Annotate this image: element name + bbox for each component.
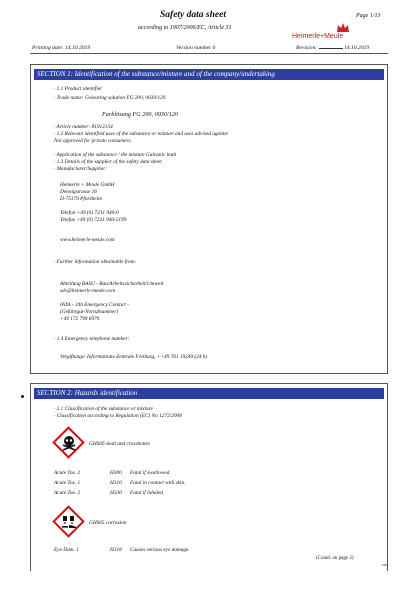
hazard-row-4-code: H318 [110, 547, 122, 553]
iata-contact: IATA - 24h Emergency Contact - [60, 302, 129, 308]
supplier-details: · 1.3 Details of the supplier of the safety data sheet [54, 159, 162, 165]
trade-name: · Trade name: Colouring solution FG 200, 0030/120 [54, 95, 166, 101]
application: · Application of the substance / the mixture Galvanic bath [54, 152, 177, 158]
hazard-row-4-text: Causes serious eye damage. [130, 547, 190, 553]
classification-regulation: · Classification according to Regulation (EC) No 1272/2008 [54, 413, 182, 419]
identified-uses: · 1.2 Relevant identified uses of the substance or mixture and uses advised against [54, 131, 228, 137]
hazard-row-2-class: Acute Tox. 1 [54, 480, 81, 486]
company-website[interactable]: www.heimerle-meule.com [60, 237, 115, 243]
hazmat-hotline-number: +49 172 799 6970 [60, 316, 100, 322]
department: Abteilung BASU - Bau/Arbeitssicherheit/Umwelt [60, 281, 164, 287]
continued-note: (Contd. on page 2) [316, 556, 354, 561]
product-name-german: Farblösung FG 200, 0030/120 [102, 111, 178, 118]
company-city: D-75179 Pforzheim [60, 196, 102, 202]
further-info-label: · Further information obtainable from: [54, 259, 137, 265]
version-number: Version number 6 [176, 45, 216, 51]
logo-text: Heimerle+Meule [292, 33, 344, 40]
printing-date-label: Printing date [32, 45, 62, 51]
section-2-heading: SECTION 2: Hazards identification [34, 388, 384, 399]
poison-center: Vergiftungs- Informations-Zentrale Freiburg, ++49 761 19240 (24 h) [60, 354, 208, 360]
hazard-row-1-class: Acute Tox. 2 [54, 470, 81, 476]
hazard-row-3-code: H330 [110, 490, 122, 496]
article-number: · Article number: 81012154 [54, 124, 113, 130]
hazard-row-1-text: Fatal if swallowed. [130, 470, 171, 476]
ghs06-pictogram [54, 428, 84, 458]
printing-date: Printing date: 14.10.2019 [32, 45, 91, 51]
company-fax: Telefax +49 (0) 7231 940-2199 [60, 217, 127, 223]
ghs05-pictogram [54, 507, 84, 537]
product-identifier-label: · 1.1 Product identifier [54, 86, 103, 92]
hazard-row-3-class: Acute Tox. 2 [54, 490, 81, 496]
section-1-heading: SECTION 1: Identification of the substance/mixture and of the company/undertaking [34, 69, 384, 80]
hazard-row-2-text: Fatal in contact with skin. [130, 480, 186, 486]
skull-crossbones-icon [54, 428, 84, 458]
revision-date: 14.10.2019 [343, 45, 370, 51]
emergency-phone-label: · 1.4 Emergency telephone number: [54, 336, 130, 342]
company-name: Heimerle + Meule GmbH [60, 182, 115, 188]
company-phone: Telefon +49 (0) 7231 940-0 [60, 210, 119, 216]
hazard-row-2-code: H310 [110, 480, 122, 486]
manufacturer-label: · Manufacturer/Supplier: [54, 166, 108, 172]
ghs05-label: GHS05 corrosion [89, 520, 127, 526]
ghs06-label: GHS06 skull and crossbones [89, 441, 150, 447]
hazmat-hotline-label: (Gefahrgut-Notrufnummer) [60, 309, 119, 315]
header-rule [30, 53, 388, 54]
page-number: Page 1/13 [356, 13, 381, 19]
classification-label: · 2.1 Classification of the substance or mixture [54, 406, 153, 412]
printing-date-value: 14.10.2019 [64, 45, 91, 51]
margin-bullet [21, 395, 24, 398]
footer-code: GB [382, 563, 387, 567]
hazard-row-4-class: Eye Dam. 1 [54, 547, 79, 553]
contact-email[interactable]: sdc@heimerle-meule.com [60, 288, 116, 294]
revision [296, 45, 369, 51]
document-subtitle: according to 1907/2006/EC, Article 31 [138, 25, 232, 31]
corrosion-icon [54, 507, 84, 537]
company-street: Dennigstrasse 16 [60, 189, 97, 195]
not-approved: Not approved for private consumers. [54, 138, 132, 144]
hazard-row-3-text: Fatal if inhaled. [130, 490, 165, 496]
hazard-row-1-code: H300 [110, 470, 122, 476]
document-title: Safety data sheet [160, 10, 226, 20]
revision-label: Revision: [296, 45, 318, 51]
